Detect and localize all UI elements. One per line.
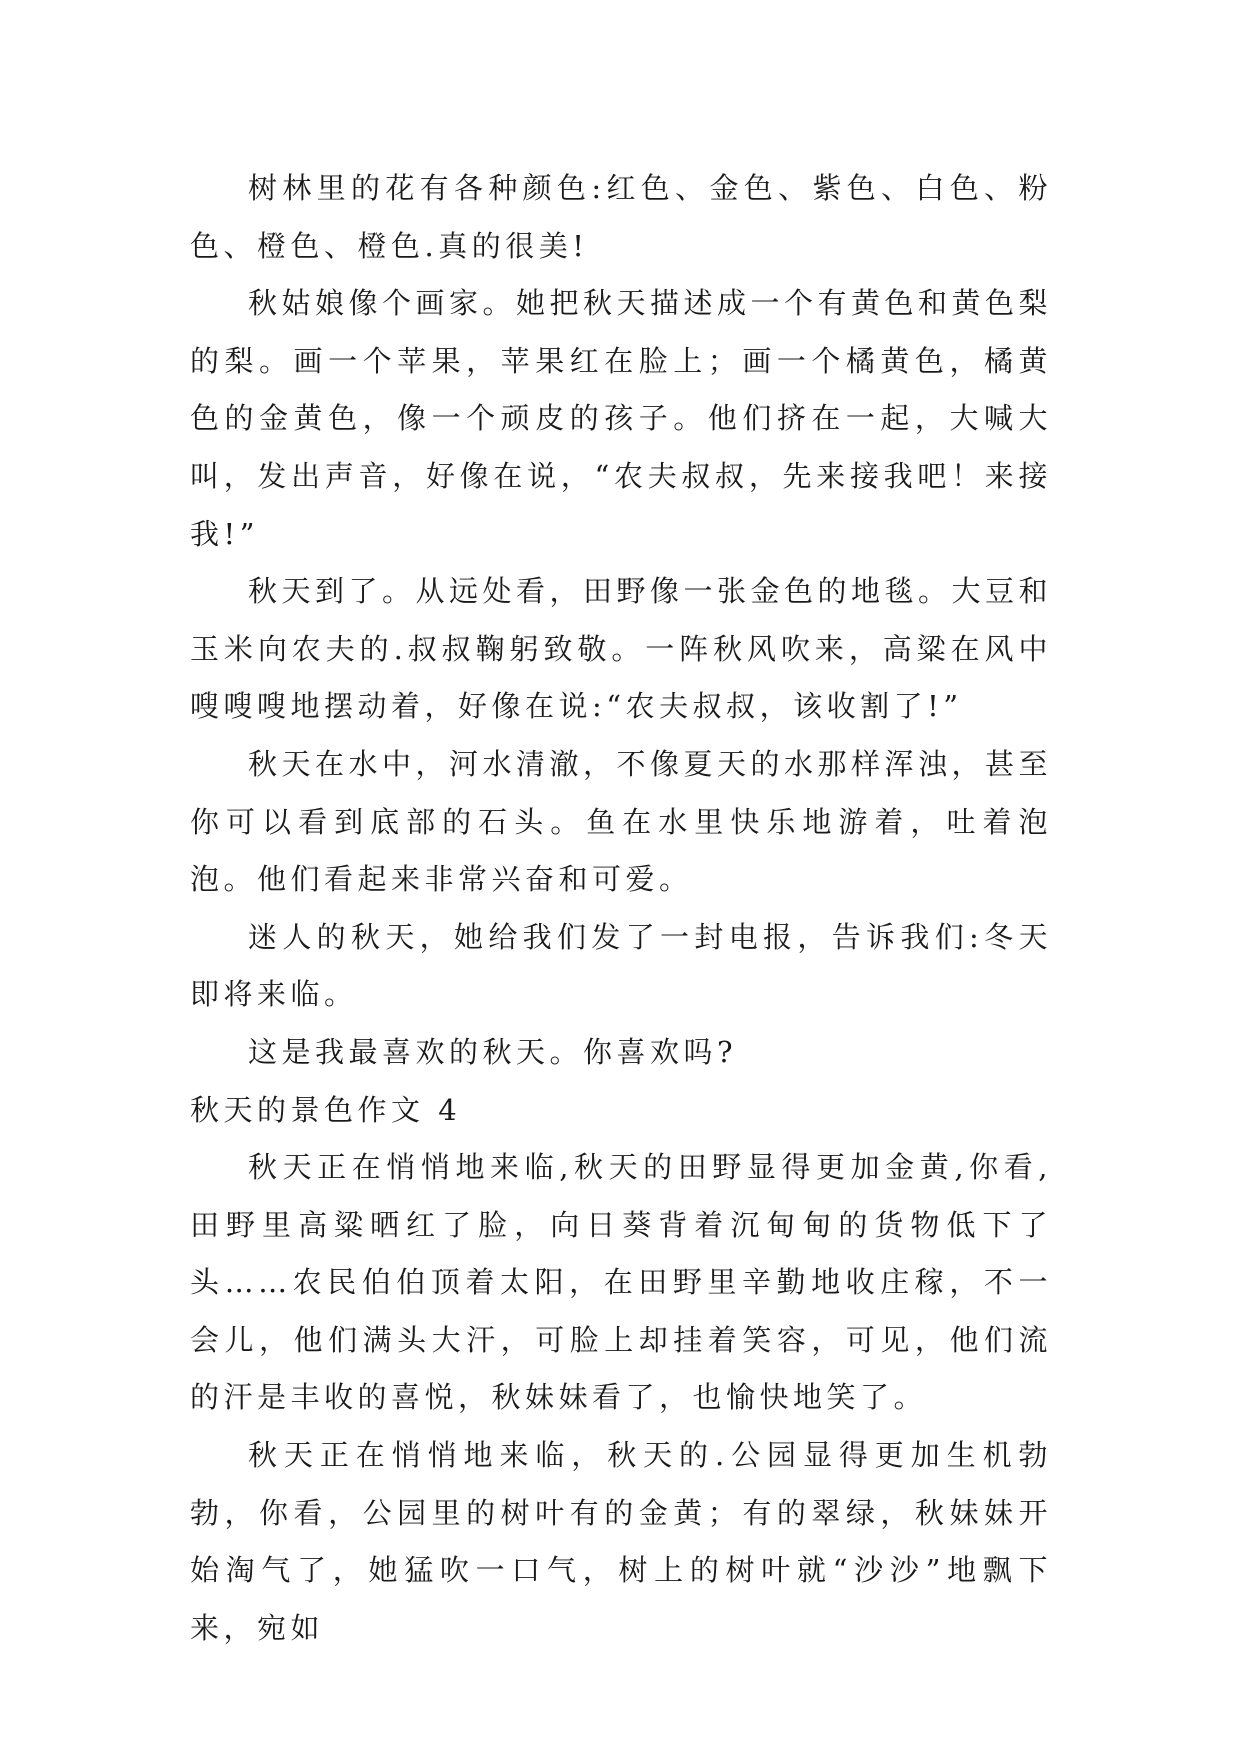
- paragraph-flowers: 树林里的花有各种颜色:红色、金色、紫色、白色、粉色、橙色、橙色.真的很美!: [190, 171, 1052, 263]
- paragraph-painter: 秋姑娘像个画家。她把秋天描述成一个有黄色和黄色梨的梨。画一个苹果，苹果红在脸上；画一个橘黄色，橘黄色的金黄色，像一个顽皮的孩子。他们挤在一起，大喊大叫，发出声音，好像在说，“农夫叔叔，先来接我吧！来接我!”: [190, 286, 1053, 551]
- paragraph-telegram: 迷人的秋天，她给我们发了一封电报，告诉我们:冬天即将来临。: [190, 919, 1052, 1012]
- paragraph-autumn-park: 秋天正在悄悄地来临，秋天的.公园显得更加生机勃勃，你看，公园里的树叶有的金黄；有的翠绿，秋妹妹开始淘气了，她猛吹一口气，树上的树叶就“沙沙”地飘下来，宛如: [190, 1438, 1052, 1645]
- paragraph-river: 秋天在水中，河水清澈，不像夏天的水那样浑浊，甚至你可以看到底部的石头。鱼在水里快乐地游着，吐着泡泡。他们看起来非常兴奋和可爱。: [190, 746, 1053, 897]
- document-body: [190, 160, 1052, 1657]
- paragraph-fields: 秋天到了。从远处看，田野像一张金色的地毯。大豆和玉米向农夫的.叔叔鞠躬致敬。一阵秋风吹来，高粱在风中嗖嗖嗖地摆动着，好像在说:“农夫叔叔，该收割了!”: [190, 574, 1053, 724]
- paragraph-favorite: 这是我最喜欢的秋天。你喜欢吗?: [248, 1034, 738, 1069]
- paragraph-autumn-fields: 秋天正在悄悄地来临,秋天的田野显得更加金黄,你看,田野里高粱晒红了脸，向日葵背着沉甸甸的货物低下了头……农民伯伯顶着太阳，在田野里辛勤地收庄稼，不一会儿，他们满头大汗，可脸上却挂着笑容，可见，他们流的汗是丰收的喜悦，秋妹妹看了，也愉快地笑了。: [190, 1150, 1052, 1415]
- section-heading: 秋天的景色作文 4: [190, 1092, 462, 1127]
